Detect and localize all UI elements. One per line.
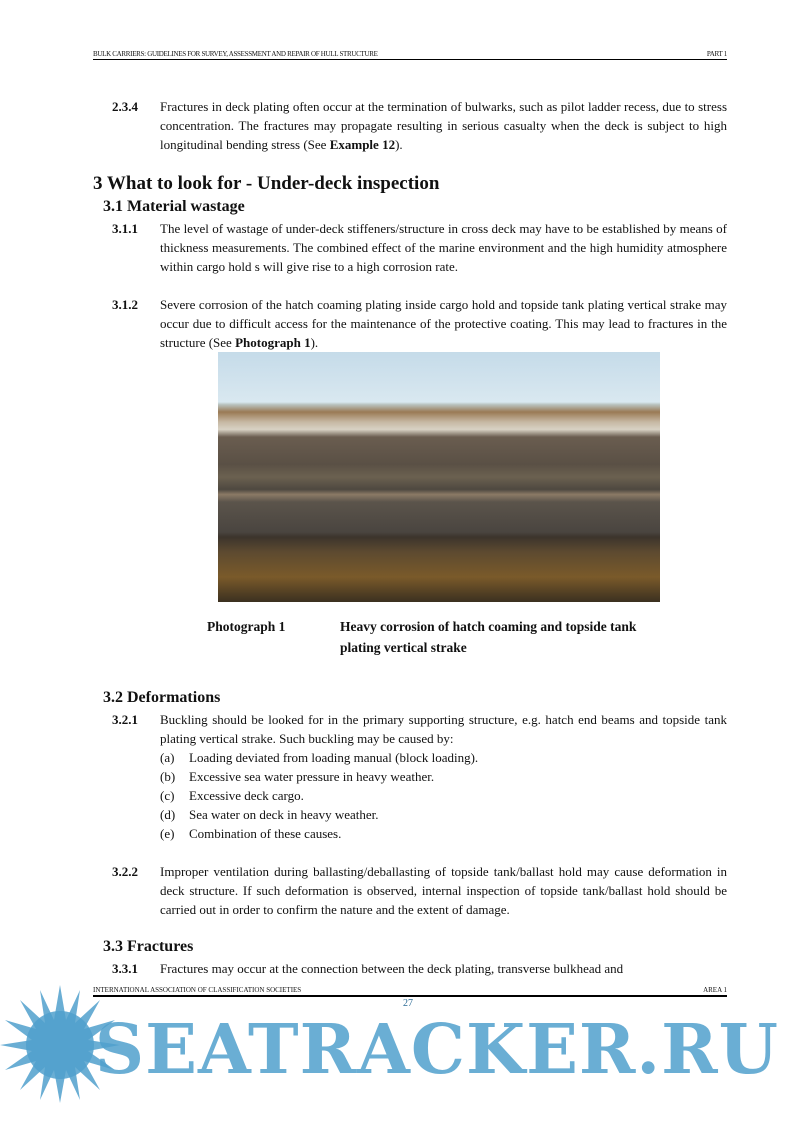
watermark-text: SEATRACKER.RU [95,1010,779,1090]
list-marker: (b) [160,769,176,784]
paragraph-3-1-1 [112,219,727,276]
paragraph-text: Buckling should be looked for in the primary supporting structure, e.g. hatch end beams and topside tank plating vertical strake. Such buckling may be caused by: [160,712,727,746]
list-item [160,786,727,805]
cause-list [160,748,727,843]
header-part: PART 1 [706,50,727,58]
list-item [160,767,727,786]
paragraph-3-1-2 [112,295,727,352]
list-text: Excessive sea water pressure in heavy weather. [189,769,435,784]
corrosion-photograph [218,352,660,602]
list-text: Loading deviated from loading manual (block loading). [189,750,479,765]
page-header [93,50,727,60]
paragraph-3-2-1 [112,710,727,748]
header-title: BULK CARRIERS: GUIDELINES FOR SURVEY, ASSESSMENT AND REPAIR OF HULL STRUCTURE [93,50,378,58]
paragraph-text: The level of wastage of under-deck stiffeners/structure in cross deck may have to be established by means of thickness measurements. The combined effect of the marine environment and the high humidity atmosphere within cargo hold s will give rise to a high corrosion rate. [160,221,727,274]
paragraph-end: ). [310,335,319,350]
paragraph-end: ). [395,137,403,152]
list-marker: (d) [160,807,176,822]
paragraph-text: Severe corrosion of the hatch coaming plating inside cargo hold and topside tank plating vertical strake may occur due to difficult access for the maintenance of the protective coating. This may lead to fractures in the structure (See [160,297,727,350]
paragraph-number: 3.1.1 [112,221,138,236]
paragraph-number: 2.3.4 [112,99,138,114]
paragraph-3-3-1 [112,959,727,978]
list-item [160,824,727,843]
paragraph-number: 3.2.2 [112,864,138,879]
section-heading-3: 3 What to look for - Under-deck inspection [93,173,440,194]
list-marker: (e) [160,826,175,841]
paragraph-3-2-2 [112,862,727,919]
paragraph-number: 3.3.1 [112,961,138,976]
page-body [93,97,779,1090]
caption-text [340,616,636,658]
list-text: Sea water on deck in heavy weather. [189,807,379,822]
paragraph-text: Improper ventilation during ballasting/deballasting of topside tank/ballast hold may cause deformation in deck structure. If such deformation is observed, internal inspection of topside tank/ballast hold should be carried out in order to confirm the nature and the extent of damage. [160,864,727,917]
watermark [93,1010,779,1090]
caption-line-1: Heavy corrosion of hatch coaming and topside tank [340,619,637,634]
paragraph-text: Fractures in deck plating often occur at the termination of bulwarks, such as pilot ladder recess, due to stress concentration. The fractures may propagate resulting in serious casualty when the deck is subject to high longitudinal bending stress (See [160,99,727,152]
list-marker: (c) [160,788,175,803]
list-marker: (a) [160,750,175,765]
section-heading-3-3: 3.3 Fractures [103,938,194,955]
paragraph-text: Fractures may occur at the connection between the deck plating, transverse bulkhead and [160,961,624,976]
footer-organization: INTERNATIONAL ASSOCIATION OF CLASSIFICATION SOCIETIES [93,986,302,994]
list-item [160,805,727,824]
footer-area: AREA 1 [703,986,727,994]
caption-label: Photograph 1 [207,619,286,634]
paragraph-number: 3.1.2 [112,297,138,312]
list-text: Excessive deck cargo. [189,788,304,803]
page-number: 27 [403,998,413,1009]
photo-caption [207,616,727,658]
section-heading-3-2: 3.2 Deformations [103,689,221,706]
list-text: Combination of these causes. [189,826,342,841]
photograph-reference: Photograph 1 [235,335,311,350]
paragraph-2-3-4 [112,97,727,154]
list-item [160,748,727,767]
example-reference: Example 12 [329,137,396,152]
paragraph-number: 3.2.1 [112,712,138,727]
page-footer [93,986,727,997]
caption-line-2: plating vertical strake [340,640,467,655]
section-heading-3-1: 3.1 Material wastage [103,198,245,215]
